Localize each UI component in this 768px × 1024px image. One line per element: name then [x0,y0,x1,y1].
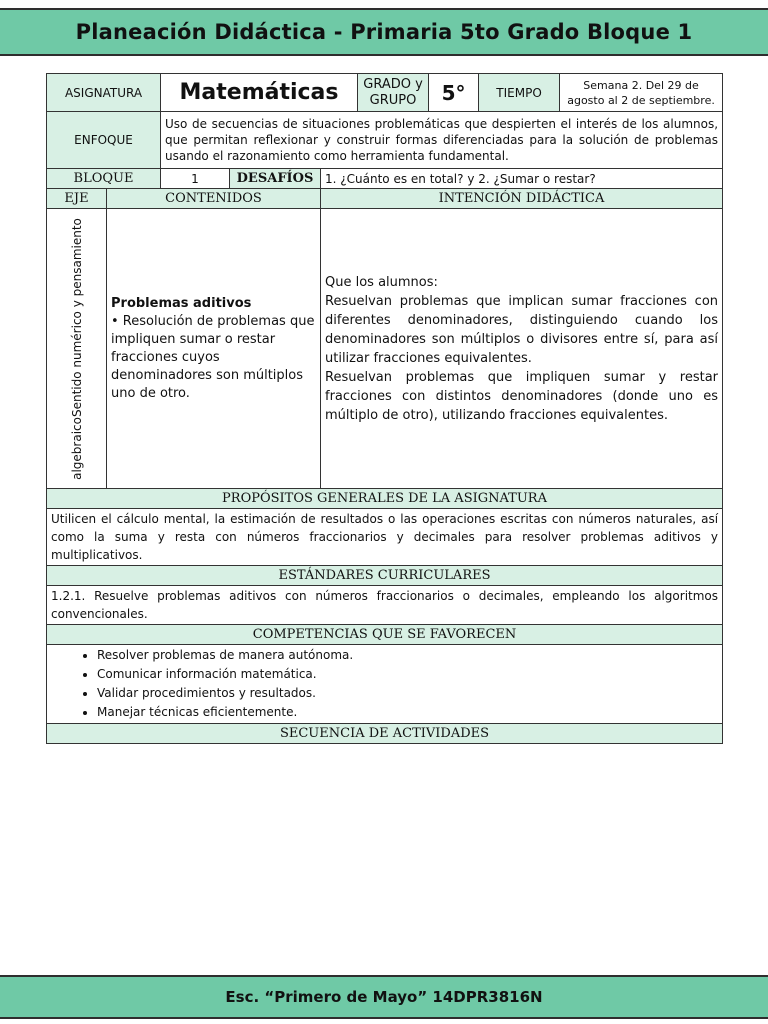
contenidos-label: CONTENIDOS [107,189,321,209]
tiempo-value [560,74,723,112]
section-headers-row [47,189,723,209]
propositos-row [47,509,723,566]
contenido-text: • Resolución de problemas que impliquen sumar o restar fracciones cuyos denominadores son múltiplos uno de otro. [111,313,315,401]
asignatura-label: ASIGNATURA [47,74,161,112]
bloque-label: BLOQUE [47,169,161,189]
contenido-title: Problemas aditivos [111,295,252,311]
propositos-text: Utilicen el cálculo mental, la estimación de resultados o las operaciones escritas con números naturales, así como la suma y resta con números fraccionarios y decimales para resolver problemas aditivos y multiplicativos. [47,509,723,566]
page-title: Planeación Didáctica - Primaria 5to Grado Bloque 1 [75,20,693,44]
bloque-row [47,169,723,189]
enfoque-text: Uso de secuencias de situaciones problemáticas que despierten el interés de los alumnos, que permitan reflexionar y construir formas diferenciadas para la solución de problemas usando el razonamiento como herramienta fundamental. [161,112,723,169]
estandares-label: ESTÁNDARES CURRICULARES [47,566,723,586]
intencion-label: INTENCIÓN DIDÁCTICA [321,189,723,209]
tiempo-value-line1: Semana 2. Del 29 de [583,78,699,92]
subject-row [47,74,723,112]
secuencia-label: SECUENCIA DE ACTIVIDADES [47,724,723,744]
page-footer-banner [0,975,768,1019]
enfoque-label: ENFOQUE [47,112,161,169]
estandares-header-row [47,566,723,586]
school-name: Esc. “Primero de Mayo” 14DPR3816N [225,988,543,1006]
grado-label [358,74,429,112]
competencia-item: • Validar procedimientos y resultados. [97,684,718,703]
competencia-item: • Resolver problemas de manera autónoma. [97,646,718,665]
content-row [47,209,723,489]
estandares-row [47,586,723,625]
competencias-header-row [47,625,723,645]
intencion-paragraph-1: Resuelvan problemas que implican sumar fracciones con diferentes denominadores, distinguiendo cuando los denominadores son múltiplos o divisores entre sí, para así utilizar fracciones equivalentes. [325,293,719,366]
intencion-paragraph-2: Resuelvan problemas que impliquen sumar y restar fracciones con distintos denominadores (donde uno es múltiplo de otro), utilizando fracciones equivalentes. [325,369,719,423]
eje-label: EJE [47,189,107,209]
tiempo-label: TIEMPO [479,74,560,112]
propositos-label: PROPÓSITOS GENERALES DE LA ASIGNATURA [47,489,723,509]
contenidos-cell [107,209,321,489]
enfoque-row [47,112,723,169]
bloque-value: 1 [161,169,230,189]
lesson-plan-table [46,73,723,744]
competencias-label: COMPETENCIAS QUE SE FAVORECEN [47,625,723,645]
desafios-value: 1. ¿Cuánto es en total? y 2. ¿Sumar o restar? [321,169,723,189]
intencion-intro: Que los alumnos: [325,274,438,290]
competencia-item: • Manejar técnicas eficientemente. [97,703,718,722]
page-header-banner [0,8,768,56]
estandares-text: 1.2.1. Resuelve problemas aditivos con números fraccionarios o decimales, empleando los algoritmos convencionales. [47,586,723,625]
grado-value: 5° [429,74,479,112]
tiempo-value-line2: agosto al 2 de septiembre. [567,93,715,107]
desafios-label: DESAFÍOS [230,169,321,189]
competencia-item: • Comunicar información matemática. [97,665,718,684]
competencias-cell [47,645,723,724]
eje-cell [47,209,107,489]
competencias-row [47,645,723,724]
grado-label-line2: GRUPO [369,92,417,108]
eje-value: algebraicoSentido numérico y pensamiento [69,217,84,480]
secuencia-header-row [47,724,723,744]
intencion-cell [321,209,723,489]
competencias-list [51,646,718,722]
propositos-header-row [47,489,723,509]
grado-label-line1: GRADO y [363,76,423,92]
asignatura-value: Matemáticas [161,74,358,112]
